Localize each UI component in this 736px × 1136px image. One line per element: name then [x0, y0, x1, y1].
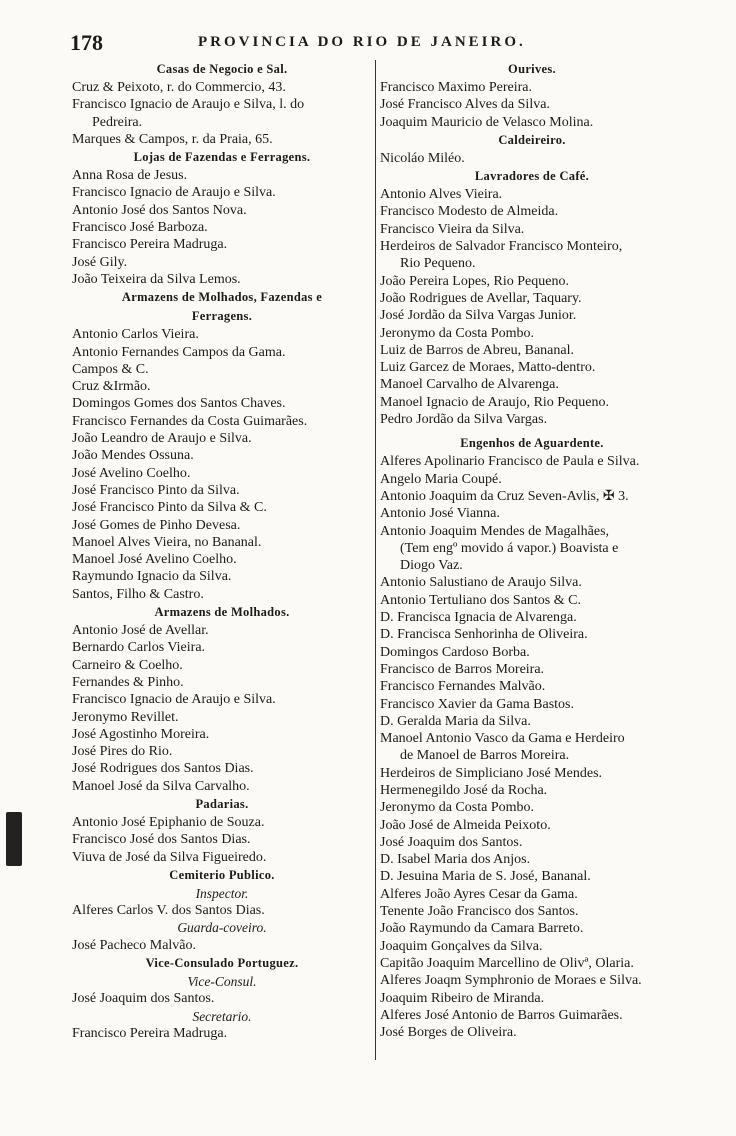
directory-entry: D. Isabel Maria dos Anjos.: [380, 852, 531, 868]
directory-entry: Antonio Joaquim Mendes de Magalhães,: [380, 523, 610, 539]
directory-entry: Manoel Carvalho de Alvarenga.: [380, 377, 559, 393]
directory-entry: José Pires do Rio.: [72, 744, 173, 760]
section: [72, 603, 372, 795]
directory-entry: Viuva de José da Silva Figueiredo.: [72, 849, 267, 865]
section-heading: Armazens de Molhados, Fazendas e: [121, 290, 323, 305]
directory-entry: Tenente João Francisco dos Santos.: [380, 904, 579, 920]
directory-entry: D. Jesuina Maria de S. José, Bananal.: [380, 869, 591, 885]
section-heading: Lojas de Fazendas e Ferragens.: [133, 150, 311, 165]
directory-entry: José Borges de Oliveira.: [380, 1025, 517, 1041]
directory-entry: Campos & C.: [72, 361, 149, 377]
directory-entry: Joaquim Ribeiro de Miranda.: [380, 990, 545, 1006]
directory-entry: Herdeiros de Simpliciano José Mendes.: [380, 765, 603, 781]
directory-entry: João Pereira Lopes, Rio Pequeno.: [380, 273, 569, 289]
directory-entry: Francisco Pereira Madruga.: [72, 237, 228, 253]
role-title: Inspector.: [195, 885, 249, 901]
directory-entry: Pedreira.: [92, 114, 143, 130]
directory-entry: Nicoláo Miléo.: [380, 150, 465, 166]
directory-entry: Antonio Salustiano de Araujo Silva.: [380, 575, 582, 591]
section: [72, 795, 372, 866]
directory-entry: Alferes Apolinario Francisco de Paula e Silva.: [380, 454, 640, 470]
directory-entry: Raymundo Ignacio da Silva.: [72, 569, 232, 585]
directory-entry: Jeronymo da Costa Pombo.: [380, 325, 534, 341]
section-heading: Vice-Consulado Portuguez.: [145, 956, 299, 971]
directory-entry: Pedro Jordão da Silva Vargas.: [380, 412, 548, 428]
directory-entry: Marques & Campos, r. da Praia, 65.: [72, 131, 273, 147]
section-heading: Caldeireiro.: [498, 132, 566, 147]
directory-entry: Francisco Modesto de Almeida.: [380, 204, 559, 220]
directory-entry: Manoel Alves Vieira, no Bananal.: [72, 534, 262, 550]
directory-entry: Alferes Carlos V. dos Santos Dias.: [72, 903, 265, 919]
section-heading: Armazens de Molhados.: [154, 605, 290, 620]
directory-entry: Antonio Alves Vieira.: [380, 187, 503, 203]
section-heading: Engenhos de Aguardente.: [460, 436, 604, 451]
directory-entry: João Teixeira da Silva Lemos.: [72, 271, 241, 287]
directory-entry: José Agostinho Moreira.: [72, 726, 210, 742]
section-heading: Casas de Negocio e Sal.: [156, 62, 288, 76]
section-heading-continued: Ferragens.: [191, 309, 253, 324]
directory-entry: Cruz &Irmão.: [72, 379, 151, 395]
page-header: [70, 30, 710, 54]
column-divider: [375, 60, 376, 1060]
directory-entry: João Mendes Ossuna.: [72, 448, 194, 464]
directory-entry: Jeronymo Revillet.: [72, 709, 179, 725]
section: [72, 148, 372, 288]
directory-entry: Manoel Antonio Vasco da Gama e Herdeiro: [380, 731, 625, 747]
directory-entry: Bernardo Carlos Vieira.: [72, 640, 206, 656]
directory-entry: Joaquim Mauricio de Velasco Molina.: [380, 114, 594, 130]
directory-entry: José Rodrigues dos Santos Dias.: [72, 761, 254, 777]
section: [380, 131, 684, 167]
section-heading: Padarias.: [195, 796, 249, 811]
directory-entry: Herdeiros de Salvador Francisco Monteiro,: [380, 239, 623, 255]
directory-entry: Francisco José dos Santos Dias.: [72, 832, 251, 848]
directory-entry: Francisco José Barboza.: [72, 220, 208, 236]
section-heading: Lavradores de Café.: [474, 169, 590, 184]
directory-entry: D. Geralda Maria da Silva.: [380, 713, 531, 729]
directory-entry: Francisco Fernandes Malvão.: [380, 679, 546, 695]
role-title: Secretario.: [192, 1008, 252, 1024]
directory-entry: Antonio José Epiphanio de Souza.: [72, 814, 265, 830]
directory-entry: José Francisco Alves da Silva.: [380, 97, 550, 113]
section: [380, 167, 684, 428]
directory-entry: Luiz de Barros de Abreu, Bananal.: [380, 342, 574, 358]
directory-entry: de Manoel de Barros Moreira.: [400, 748, 570, 764]
section: [380, 434, 684, 1041]
directory-entry: Manoel Ignacio de Araujo, Rio Pequeno.: [380, 394, 610, 410]
directory-entry: Santos, Filho & Castro.: [72, 586, 204, 602]
section: [72, 866, 372, 954]
directory-entry: João José de Almeida Peixoto.: [380, 817, 551, 833]
section: [72, 60, 372, 148]
directory-entry: Antonio José Vianna.: [380, 506, 500, 522]
directory-entry: João Raymundo da Camara Barreto.: [380, 921, 584, 937]
directory-entry: José Joaquim dos Santos.: [72, 991, 215, 1007]
directory-entry: Francisco Xavier da Gama Bastos.: [380, 696, 574, 712]
binding-mark: [6, 812, 22, 866]
directory-entry: Domingos Cardoso Borba.: [380, 644, 530, 660]
directory-entry: Antonio Carlos Vieira.: [72, 327, 199, 343]
directory-entry: Antonio José dos Santos Nova.: [72, 202, 247, 218]
directory-entry: Alferes José Antonio de Barros Guimarães.: [380, 1007, 623, 1023]
directory-entry: D. Francisca Senhorinha de Oliveira.: [380, 627, 588, 643]
directory-entry: Luiz Garcez de Moraes, Matto-dentro.: [380, 360, 596, 376]
directory-entry: Antonio Fernandes Campos da Gama.: [72, 344, 286, 360]
directory-entry: José Gomes de Pinho Devesa.: [72, 517, 241, 533]
directory-entry: Manoel José Avelino Coelho.: [72, 552, 237, 568]
role-title: Vice-Consul.: [187, 974, 257, 990]
directory-entry: Carneiro & Coelho.: [72, 657, 183, 673]
directory-entry: D. Francisca Ignacia de Alvarenga.: [380, 610, 577, 626]
directory-entry: Manoel José da Silva Carvalho.: [72, 778, 250, 794]
directory-entry: Capitão Joaquim Marcellino de Olivª, Olaria.: [380, 955, 634, 971]
directory-entry: José Gily.: [72, 254, 128, 270]
section: [380, 60, 684, 131]
page-number: 178: [70, 30, 103, 55]
directory-entry: Francisco Ignacio de Araujo e Silva.: [72, 692, 276, 708]
directory-entry: Francisco Vieira da Silva.: [380, 221, 525, 237]
directory-entry: Diogo Vaz.: [400, 558, 463, 574]
directory-entry: Cruz & Peixoto, r. do Commercio, 43.: [72, 80, 286, 95]
directory-entry: Angelo Maria Coupé.: [380, 471, 502, 487]
section: [72, 954, 372, 1042]
section-heading: Ourives.: [508, 62, 556, 76]
role-title: Guarda-coveiro.: [177, 920, 267, 936]
right-column: [380, 60, 684, 1041]
directory-entry: Francisco Maximo Pereira.: [380, 80, 533, 95]
directory-entry: Domingos Gomes dos Santos Chaves.: [72, 396, 286, 412]
directory-entry: (Tem engº movido á vapor.) Boavista e: [400, 540, 619, 556]
directory-entry: Francisco de Barros Moreira.: [380, 661, 545, 677]
directory-entry: José Pacheco Malvão.: [72, 937, 197, 953]
directory-entry: Alferes João Ayres Cesar da Gama.: [380, 886, 578, 902]
left-column: [72, 60, 372, 1042]
directory-entry: Francisco Pereira Madruga.: [72, 1025, 228, 1041]
directory-entry: Antonio José de Avellar.: [72, 623, 209, 639]
directory-entry: José Jordão da Silva Vargas Junior.: [380, 308, 577, 324]
directory-entry: Antonio Joaquim da Cruz Seven-Avlis, ✠ 3.: [380, 488, 629, 504]
directory-entry: José Avelino Coelho.: [72, 465, 191, 481]
directory-entry: Rio Pequeno.: [400, 256, 476, 272]
directory-entry: José Francisco Pinto da Silva.: [72, 482, 240, 498]
directory-entry: Francisco Fernandes da Costa Guimarães.: [72, 413, 308, 429]
directory-entry: Antonio Tertuliano dos Santos & C.: [380, 592, 581, 608]
directory-entry: Joaquim Gonçalves da Silva.: [380, 938, 543, 954]
directory-entry: João Leandro de Araujo e Silva.: [72, 431, 252, 447]
directory-entry: Fernandes & Pinho.: [72, 674, 184, 690]
directory-entry: José Francisco Pinto da Silva & C.: [72, 500, 267, 516]
directory-entry: Anna Rosa de Jesus.: [72, 168, 188, 184]
directory-entry: José Joaquim dos Santos.: [380, 834, 523, 850]
directory-entry: Hermenegildo José da Rocha.: [380, 782, 548, 798]
directory-entry: Francisco Ignacio de Araujo e Silva, l. do: [72, 97, 305, 113]
directory-entry: Francisco Ignacio de Araujo e Silva.: [72, 185, 276, 201]
directory-entry: Alferes Joaqm Symphronio de Moraes e Silva.: [380, 973, 642, 989]
section-heading: Cemiterio Publico.: [169, 867, 275, 882]
section: [72, 288, 372, 603]
directory-entry: Jeronymo da Costa Pombo.: [380, 800, 534, 816]
page-title: PROVINCIA DO RIO DE JANEIRO.: [198, 34, 526, 50]
directory-entry: João Rodrigues de Avellar, Taquary.: [380, 290, 582, 306]
